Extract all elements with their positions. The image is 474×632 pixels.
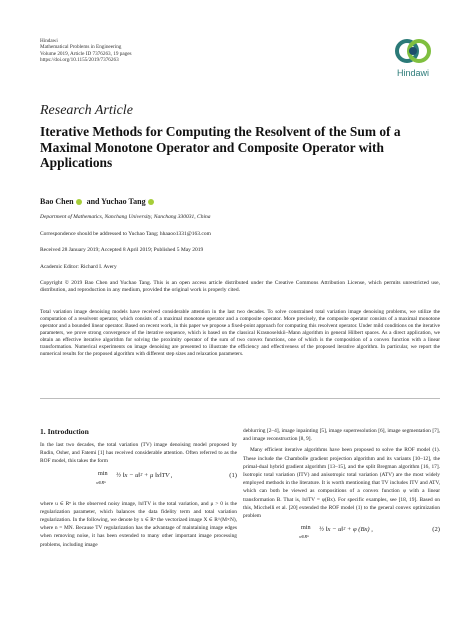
equation-subscript: x∈Rⁿ [299, 534, 309, 540]
author-2[interactable]: Yuchao Tang [101, 197, 146, 206]
affiliation: Department of Mathematics, Nanchang University, Nanchang 330031, China [40, 214, 211, 220]
equation-expression: ½ ‖x − u‖² + φ (Bx) , [319, 526, 373, 534]
article-dates: Received 28 January 2019; Accepted 8 April 2019; Published 5 May 2019 [40, 247, 204, 253]
author-1[interactable]: Bao Chen [40, 197, 74, 206]
journal-volume: Volume 2019, Article ID 7376263, 19 pages [40, 50, 132, 57]
equation-operator: min [301, 524, 311, 532]
orcid-icon[interactable] [148, 199, 154, 205]
journal-doi[interactable]: https://doi.org/10.1155/2019/7376263 [40, 57, 119, 64]
equation-number: (2) [432, 526, 440, 534]
paragraph: where u ∈ Rⁿ is the observed noisy image, ‖x‖TV is the total variation, and μ > 0 is the regularization parameter, which balances the data fidelity term and total variation regularization. In the following, we denote by x ∈ Rⁿ the vectorized image X ∈ R^(M×N), where n = MN. Because TV regularization has the advantage of maintaining image edges when removing noise, it has been extended to many other important image processing problems, including image [40, 500, 237, 548]
copyright-notice: Copyright © 2019 Bao Chen and Yuchao Tang. This is an open access article distributed under the Creative Commons Attribution License, which permits unrestricted use, distribution, and reproduction in any medium, provided the original work is properly cited. [40, 280, 440, 293]
academic-editor: Academic Editor: Richard I. Avery [40, 264, 117, 270]
equation-operator: min [98, 469, 108, 477]
equation-expression: ½ ‖x − u‖² + μ ‖x‖TV , [116, 471, 173, 479]
paragraph: In the last two decades, the total variation (TV) image denoising model proposed by Rudin, Osher, and Fatemi [1] has received considerable attention. Often referred to as the ROF model, this takes the form [40, 442, 237, 465]
body-column-left [40, 441, 237, 549]
article-title: Iterative Methods for Computing the Resolvent of the Sum of a Maximal Monotone Operator and Composite Operator with Applications [40, 124, 401, 170]
abstract: Total variation image denoising models have received considerable attention in the last two decades. To solve constrained total variation image denoising problems, we utilize the computation of a resolvent operator, which consists of a maximal monotone operator and a composite operator. More precisely, the composite operator consists of a maximal monotone operator and a bounded linear operator. Based on recent work, in this paper we propose a fixed-point approach for computing this resolvent operator. Under mild conditions on the iterative parameters, we prove strong convergence of the iterative sequence, which is based on the classical Krasnoselskii–Mann algorithm in general Hilbert spaces. As a direct application, we obtain an effective iterative algorithm for solving the proximity operator of the sum of two convex functions, one of which is the composition of a convex function with a linear transformation. Numerical experiments on image denoising are presented to illustrate the efficiency and effectiveness of the proposed iterative algorithm. In particular, we report the numerical results for the proposed algorithm with different step sizes and relaxation parameters. [40, 309, 440, 357]
equation-number: (1) [229, 471, 237, 479]
logo-text: Hindawi [396, 68, 429, 78]
article-type: Research Article [40, 103, 133, 118]
paragraph: deblurring [2–4], image inpainting [5], image superresolution [6], image segmentation [7], and image reconstruction [8, 9]. [243, 428, 440, 443]
equation-subscript: x∈Rⁿ [96, 479, 106, 485]
journal-info [40, 38, 132, 64]
correspondence: Correspondence should be addressed to Yuchao Tang; hhaaoo1331@163.com [40, 231, 211, 237]
journal-name: Mathematical Problems in Engineering [40, 44, 122, 51]
paragraph: Many efficient iterative algorithms have been proposed to solve the ROF model (1). These include the Chambolle gradient projection algorithm and its variants [10–12], the primal-dual hybrid gradient algorithm [13–15], and the split Bregman algorithm [16, 17]. Isotropic total variation (ITV) and anisotropic total variation (ATV) are the most widely employed methods in the literature. It is worth mentioning that TV includes ITV and ATV, which can both be viewed as compositions of a convex function φ with a linear transformation B. That is, ‖x‖TV = φ(Bx). For specific examples, see [18, 19]. Based on this, Micchelli et al. [20] extended the ROF model (1) to the general convex optimization problem [243, 447, 440, 520]
body-column-right [243, 427, 440, 554]
equation-2 [243, 524, 440, 548]
orcid-icon[interactable] [76, 199, 82, 205]
section-heading: 1. Introduction [40, 427, 89, 436]
divider [40, 398, 440, 399]
author-conjunction: and [86, 197, 100, 206]
author-list [40, 197, 157, 206]
equation-1 [40, 470, 237, 494]
publisher-name: Hindawi [40, 38, 58, 44]
